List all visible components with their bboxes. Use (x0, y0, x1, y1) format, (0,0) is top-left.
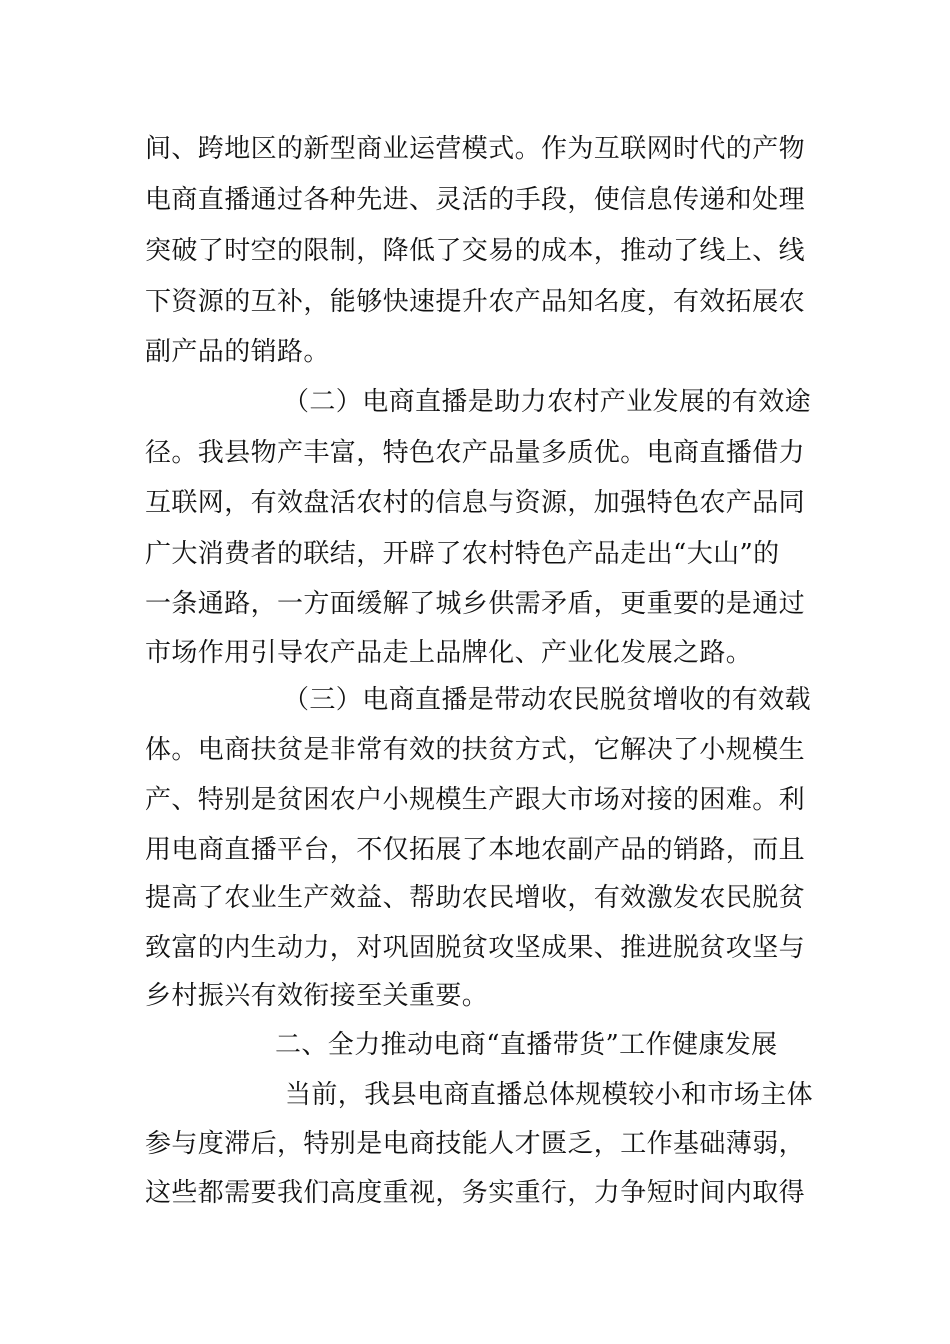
text-line-21: 参与度滞后，特别是电商技能人才匮乏，工作基础薄弱， (145, 1129, 806, 1159)
main-heading-2: 二、全力推动电商“直播带货”工作健康发展 (275, 1030, 778, 1060)
text-line-20: 当前，我县电商直播总体规模较小和市场主体 (285, 1080, 814, 1110)
text-line-4: 下资源的互补，能够快速提升农产品知名度，有效拓展农 (145, 287, 806, 317)
text-line-22: 这些都需要我们高度重视，务实重行，力争短时间内取得 (145, 1178, 806, 1208)
section-heading-3: （三）电商直播是带动农民脱贫增收的有效载 (283, 685, 812, 715)
text-line-7: 径。我县物产丰富，特色农产品量多质优。电商直播借力 (145, 438, 806, 468)
text-line-14: 产、特别是贫困农户小规模生产跟大市场对接的困难。利 (145, 785, 806, 815)
text-line-13: 体。电商扶贫是非常有效的扶贫方式，它解决了小规模生 (145, 735, 806, 765)
text-line-15: 用电商直播平台，不仅拓展了本地农副产品的销路，而且 (145, 835, 806, 865)
text-line-10: 一条通路，一方面缓解了城乡供需矛盾，更重要的是通过 (145, 589, 806, 619)
text-line-16: 提高了农业生产效益、帮助农民增收，有效激发农民脱贫 (145, 883, 806, 913)
text-line-9: 广大消费者的联结，开辟了农村特色产品走出“大山”的 (145, 539, 780, 569)
text-line-11: 市场作用引导农产品走上品牌化、产业化发展之路。 (145, 638, 753, 668)
text-line-3: 突破了时空的限制，降低了交易的成本，推动了线上、线 (145, 236, 806, 266)
text-line-17: 致富的内生动力，对巩固脱贫攻坚成果、推进脱贫攻坚与 (145, 933, 806, 963)
text-line-1: 间、跨地区的新型商业运营模式。作为互联网时代的产物 (145, 134, 806, 164)
text-line-5: 副产品的销路。 (145, 337, 330, 367)
text-line-2: 电商直播通过各种先进、灵活的手段，使信息传递和处理 (145, 185, 806, 215)
text-line-8: 互联网，有效盘活农村的信息与资源，加强特色农产品同 (145, 488, 806, 518)
section-heading-2: （二）电商直播是助力农村产业发展的有效途 (283, 387, 812, 417)
text-line-18: 乡村振兴有效衔接至关重要。 (145, 981, 489, 1011)
